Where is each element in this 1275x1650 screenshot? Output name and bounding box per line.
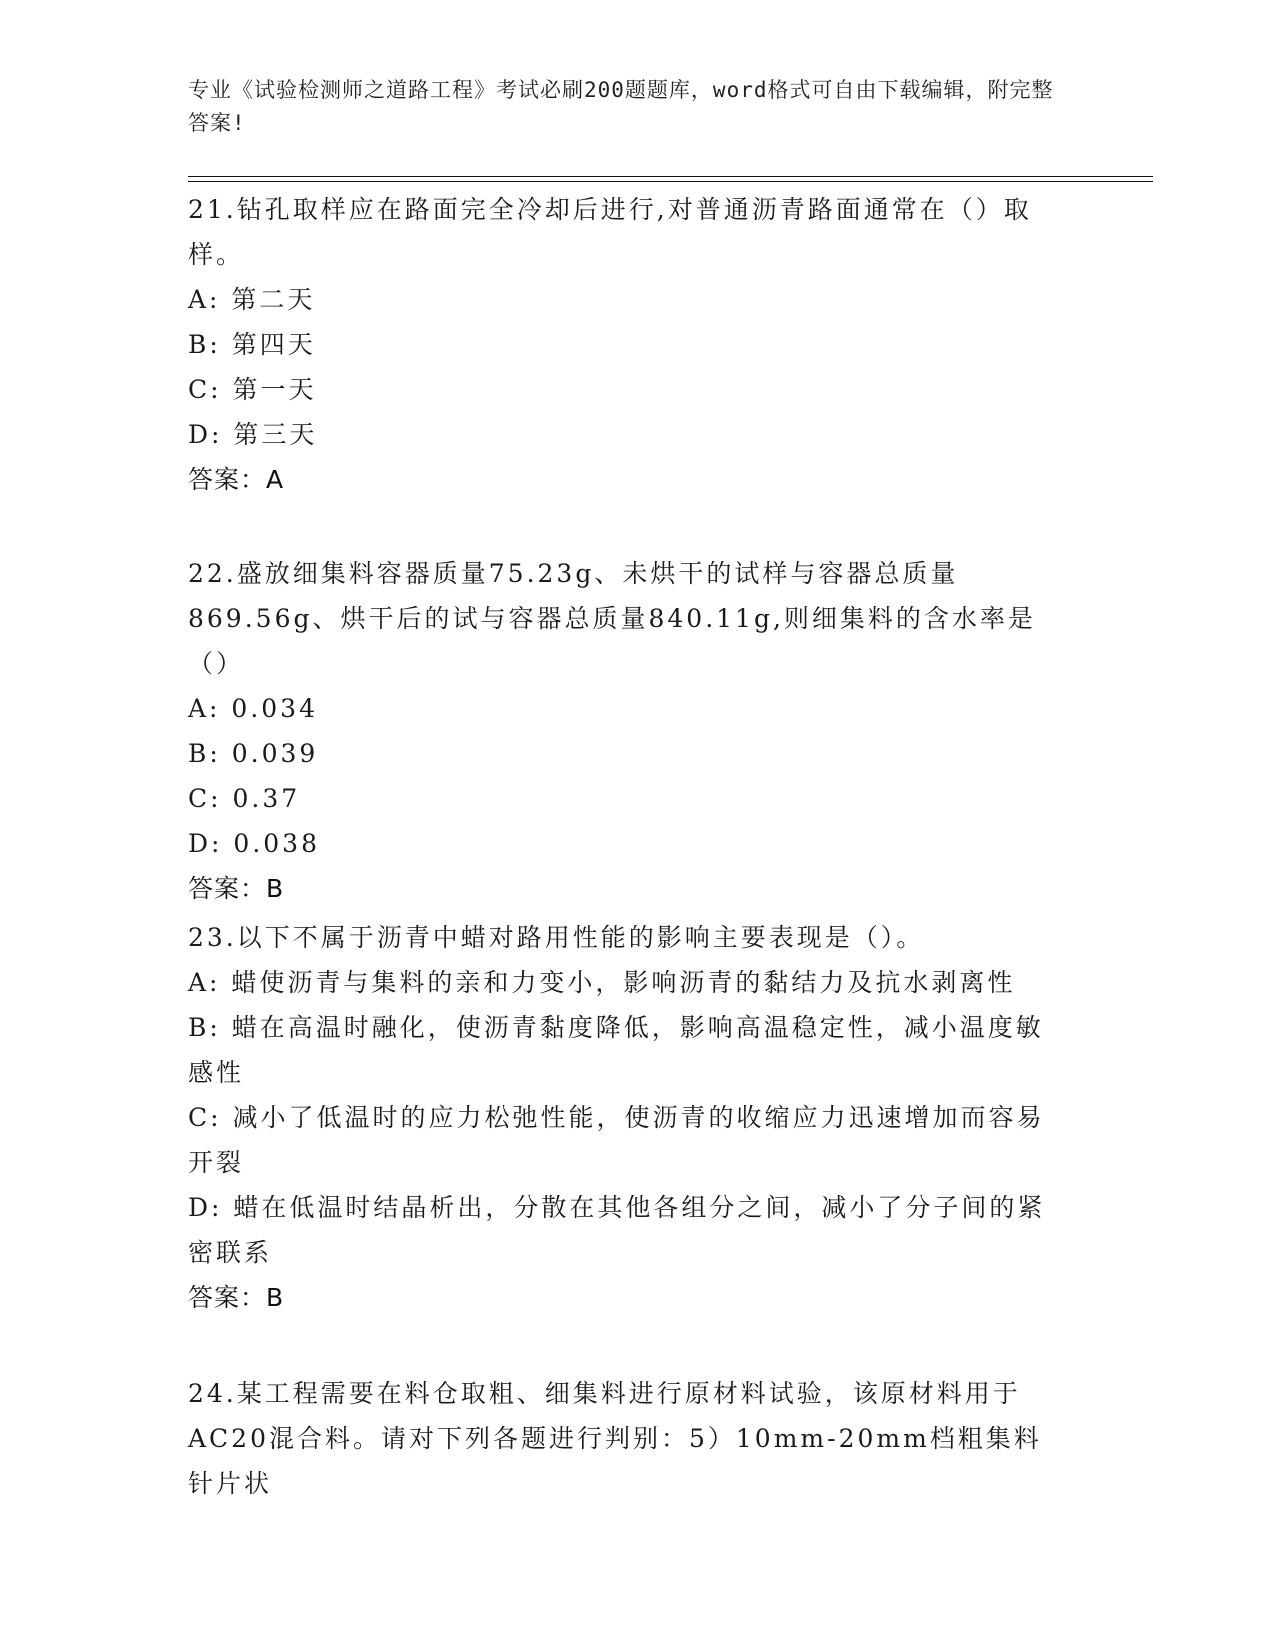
question-21 (188, 187, 1068, 502)
question-stem: 21.钻孔取样应在路面完全冷却后进行,对普通沥青路面通常在（）取样。 (188, 195, 1032, 269)
option-c: C: 第一天 (188, 375, 317, 404)
option-c: C: 减小了低温时的应力松弛性能，使沥青的收缩应力迅速增加而容易开裂 (188, 1103, 1045, 1177)
answer-line: 答案：B (188, 1283, 285, 1312)
header-divider (188, 176, 1153, 177)
option-b: B: 0.039 (188, 739, 319, 768)
option-a: A: 第二天 (188, 285, 316, 314)
question-24 (188, 1371, 1068, 1506)
question-stem: 22.盛放细集料容器质量75.23g、未烘干的试样与容器总质量869.56g、烘干后的试与容器总质量840.11g,则细集料的含水率是（） (188, 559, 1036, 678)
question-23 (188, 915, 1068, 1320)
answer-line: 答案：A (188, 465, 285, 494)
option-c: C: 0.37 (188, 784, 301, 813)
header-divider-double (188, 181, 1153, 182)
option-a: A: 蜡使沥青与集料的亲和力变小，影响沥青的黏结力及抗水剥离性 (188, 968, 1016, 997)
option-b: B: 第四天 (188, 330, 316, 359)
option-d: D: 蜡在低温时结晶析出，分散在其他各组分之间，减小了分子间的紧密联系 (188, 1193, 1046, 1267)
option-d: D: 第三天 (188, 420, 318, 449)
option-a: A: 0.034 (188, 694, 318, 723)
question-stem: 24.某工程需要在料仓取粗、细集料进行原材料试验，该原材料用于AC20混合料。请对下列各题进行判别：5）10mm-20mm档粗集料针片状 (188, 1379, 1042, 1498)
option-d: D: 0.038 (188, 829, 320, 858)
option-b: B: 蜡在高温时融化，使沥青黏度降低，影响高温稳定性，减小温度敏感性 (188, 1013, 1044, 1087)
question-stem: 23.以下不属于沥青中蜡对路用性能的影响主要表现是（）。 (188, 923, 925, 952)
document-header: 专业《试验检测师之道路工程》考试必刷200题题库，word格式可自由下载编辑，附完整答案! (188, 78, 1054, 135)
question-22 (188, 551, 1068, 911)
answer-line: 答案：B (188, 874, 285, 903)
